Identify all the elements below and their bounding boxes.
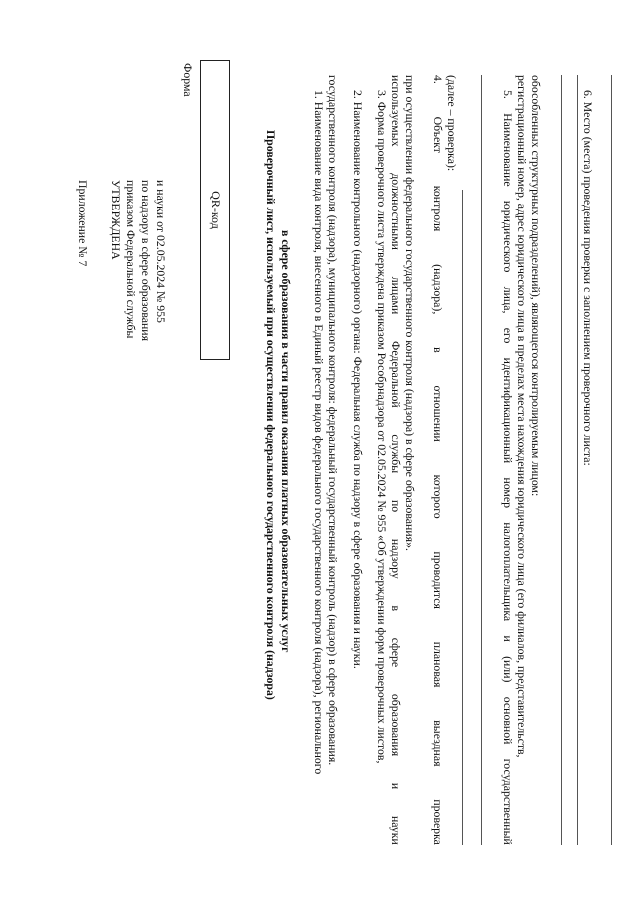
order-line-1: приказом Федеральной службы xyxy=(124,180,138,339)
word: сфере xyxy=(389,637,403,668)
word: плановая xyxy=(431,641,445,688)
item-4-fill-line xyxy=(462,190,463,845)
title-line-2: в сфере образования в части правил оказания платных образовательных услуг xyxy=(279,230,293,653)
item-4-line-2: (далее – проверка): xyxy=(445,75,459,172)
word: 4. xyxy=(431,75,445,84)
item-3-line-2 xyxy=(389,75,403,845)
order-line-3: и науки от 02.05.2024 № 955 xyxy=(154,180,168,323)
item-1-line-2: государственного контроля (надзора), муниципального контроля: федеральный государственный контроль (надзор) в сфере образования. xyxy=(326,75,340,766)
item-5-fill-line xyxy=(561,75,562,845)
word: его xyxy=(501,327,515,344)
word: науки xyxy=(389,815,403,845)
item-2: 2. Наименование контрольного (надзорного) органа: Федеральная служба по надзору в сфере образования и науки. xyxy=(351,90,365,669)
qr-label: QR-код xyxy=(209,191,223,229)
item-5-line-2: регистрационный номер, адрес юридического лица в пределах места нахождения юридического лица (его филиалов, представительств, xyxy=(515,75,529,758)
word: идентификационный xyxy=(501,357,515,464)
word: которого xyxy=(431,474,445,519)
item-5-line-3: обособленных структурных подразделений), являющегося контролируемым лицом: xyxy=(529,75,543,497)
word: надзору xyxy=(389,538,403,579)
word: в xyxy=(431,347,445,353)
word: образования xyxy=(389,693,403,757)
word: Объект xyxy=(431,116,445,153)
title-line-1: Проверочный лист, используемый при осуществлении федерального государственного контроля (надзора) xyxy=(264,130,278,700)
approved-label: УТВЕРЖДЕНА xyxy=(109,180,123,260)
word: проводится xyxy=(431,551,445,609)
word: налогоплательщика xyxy=(501,522,515,622)
word: (или) xyxy=(501,656,515,683)
word: Наименование xyxy=(501,113,515,187)
item-5-fill-line-2 xyxy=(577,75,578,845)
annex-number: Приложение № 7 xyxy=(76,180,90,267)
item-4-fill-line-2 xyxy=(481,75,482,845)
word: используемых xyxy=(389,75,403,147)
word: 5. xyxy=(501,90,515,99)
word: выездная xyxy=(431,720,445,767)
word: лицами xyxy=(389,276,403,315)
word: проверка xyxy=(431,799,445,845)
word: и xyxy=(501,635,515,642)
item-4-line-1 xyxy=(431,75,445,845)
item-3-line-1: 3. Форма проверочного листа утверждена приказом Рособрнадзора от 02.05.2024 № 955 «Об утверждении форм проверочных листов, xyxy=(375,90,389,764)
word: лица, xyxy=(501,286,515,314)
form-label: Форма xyxy=(181,63,195,97)
word: номер xyxy=(501,477,515,509)
item-5-line-1 xyxy=(501,90,515,845)
word: контроля xyxy=(431,185,445,232)
item-6-fill-line xyxy=(611,75,612,845)
item-3-line-3: при осуществлении федерального государственного контроля (надзора) в сфере образования». xyxy=(403,75,417,551)
word: Федеральной xyxy=(389,341,403,408)
word: должностными xyxy=(389,173,403,250)
word: службы xyxy=(389,434,403,474)
item-6: 6. Место (места) проведения проверки с заполнением проверочного листа: xyxy=(581,90,595,466)
word: (надзора), xyxy=(431,264,445,315)
word: основной xyxy=(501,696,515,745)
word: отношении xyxy=(431,385,445,442)
order-line-2: по надзору в сфере образования xyxy=(139,180,153,342)
item-1-line-1: 1. Наименование вида контроля, внесенного в Единый реестр видов федерального государственного контроля (надзора), регионального xyxy=(312,90,326,775)
word: и xyxy=(389,782,403,790)
word: по xyxy=(389,499,403,513)
word: в xyxy=(389,605,403,612)
word: юридического xyxy=(501,200,515,273)
word: государственный xyxy=(501,758,515,845)
